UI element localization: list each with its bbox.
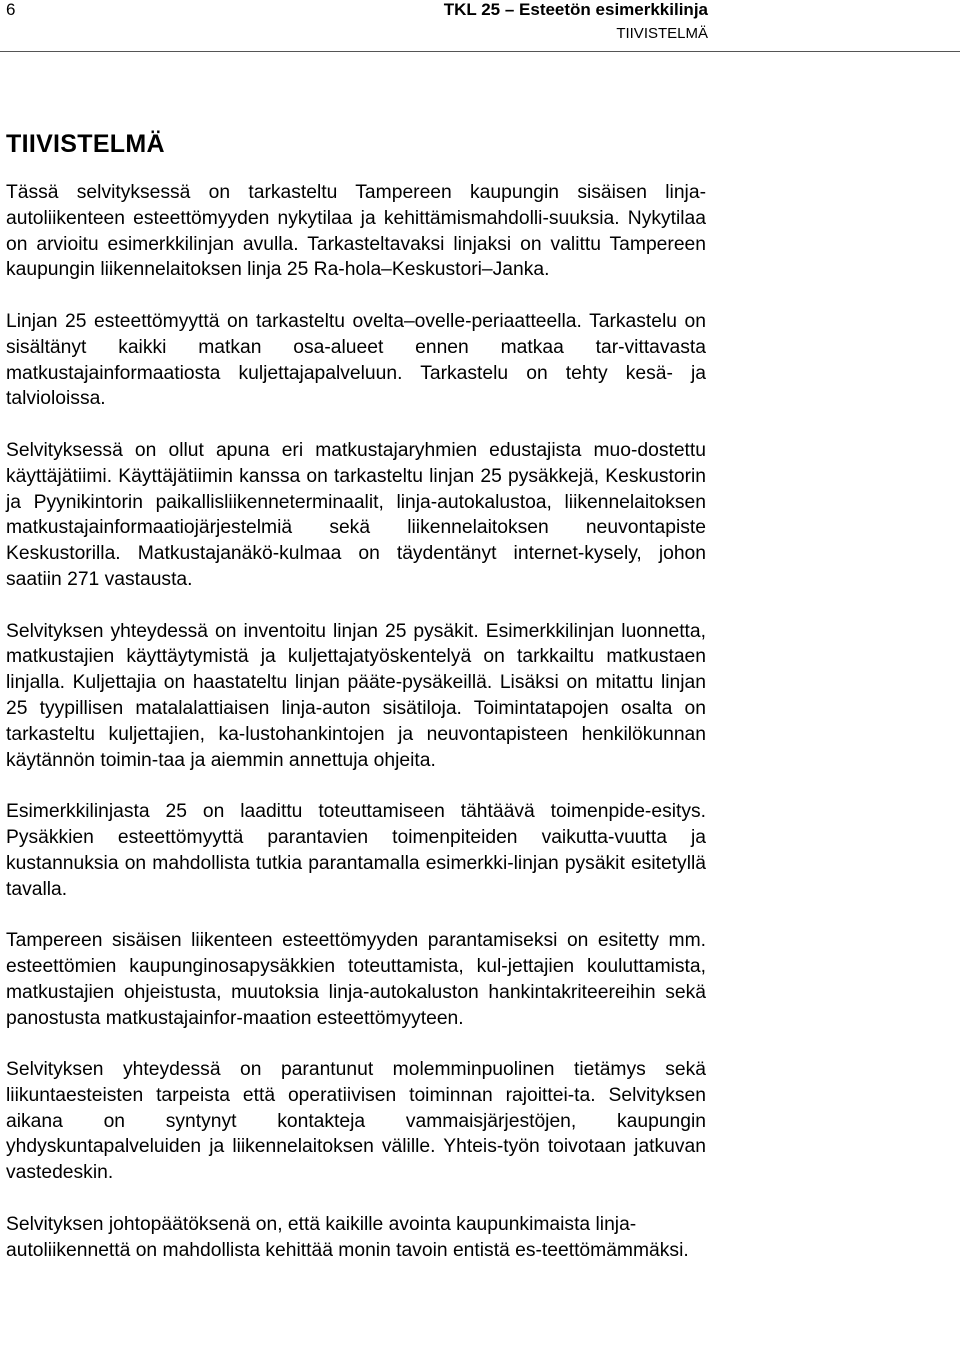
paragraph-user-team: Selvityksessä on ollut apuna eri matkustajaryhmien edustajista muo-dostettu käyttäjätiimi. Käyttäjätiimin kanssa on tarkasteltu linjan 25 pysäkkejä, Keskustorin ja Pyynikintorin paikallisliikenneterminaalit, linja-autokalustoa, liikennelaitoksen matkustajainformaatiojärjestelmiä sekä liikennelaitoksen neuvontapiste Keskustorilla. Matkustajanäkö-kulmaa on täydentänyt internet-kysely, johon saatiin 271 vastausta. xyxy=(6,439,706,590)
running-title: TKL 25 – Esteetön esimerkkilinja xyxy=(443,0,708,19)
section-heading: TIIVISTELMÄ xyxy=(6,130,165,158)
paragraph-cooperation: Selvityksen yhteydessä on parantunut molemminpuolinen tietämys sekä liikuntaesteisten tarpeista että operatiivisen toiminnan rajoittei-ta. Selvityksen aikana on syntynyt kontakteja vammaisjärjestöjen, kaupungin yhdyskuntapalveluiden ja liikennelaitoksen välille. Yhteis-työn toivotaan jatkuvan vastedeskin. xyxy=(6,1059,706,1184)
paragraph-method: Linjan 25 esteettömyyttä on tarkasteltu ovelta–ovelle-periaatteella. Tarkastelu on sisältänyt kaikki matkan osa-alueet ennen matkaa tar-vittavasta matkustajainformaatiosta kuljettajapalveluun. Tarkastelu on tehty kesä- ja talvioloissa. xyxy=(6,310,706,410)
running-section-label: TIIVISTELMÄ xyxy=(616,25,708,42)
body-text xyxy=(6,180,706,1289)
paragraph-action-proposal: Esimerkkilinjasta 25 on laadittu toteuttamiseen tähtäävä toimenpide-esitys. Pysäkkien esteettömyyttä parantavien toimenpiteiden vaikutta-vuutta ja kustannuksia on mahdollista tutkia parantamalla esimerkki-linjan pysäkit esitetyllä tavalla. xyxy=(6,801,706,900)
paragraph-introduction: Tässä selvityksessä on tarkasteltu Tampereen kaupungin sisäisen linja-autoliikenteen esteettömyyden nykytilaa ja kehittämismahdolli-suuksia. Nykytilaa on arvioitu esimerkkilinjan avulla. Tarkasteltavaksi linjaksi on valittu Tampereen kaupungin liikennelaitoksen linja 25 Ra-hola–Keskustori–Janka. xyxy=(6,182,706,281)
page-number: 6 xyxy=(6,0,16,19)
paragraph-improvements: Tampereen sisäisen liikenteen esteettömyyden parantamiseksi on esitetty mm. esteettömien kaupunginosapysäkkien toteuttamista, kul-jettajien kouluttamista, matkustajien ohjeistusta, muutoksia linja-autokaluston hankintakriteereihin sekä panostusta matkustajainfor-maation esteettömyyteen. xyxy=(6,930,706,1029)
page-header xyxy=(0,0,960,54)
paragraph-inventory: Selvityksen yhteydessä on inventoitu linjan 25 pysäkit. Esimerkkilinjan luonnetta, matkustajien käyttäytymistä ja kuljettajatyöskentelyä on tarkkailtu matkustaen linjalla. Kuljettajia on haastateltu linjan pääte-pysäkeillä. Lisäksi on mitattu linjan 25 tyypillisen matalalattiaisen linja-auton sisätiloja. Toimintatapojen osalta on tarkasteltu kuljettajien, ka-lustohankintojen ja neuvontapisteen henkilökunnan käytännön toimin-taa ja aiemmin annettuja ohjeita. xyxy=(6,620,706,771)
header-divider xyxy=(0,51,960,52)
paragraph-conclusion: Selvityksen johtopäätöksenä on, että kaikille avointa kaupunkimaista linja-autoliikennettä on mahdollista kehittää monin tavoin entistä es-teettömämmäksi. xyxy=(6,1213,689,1261)
